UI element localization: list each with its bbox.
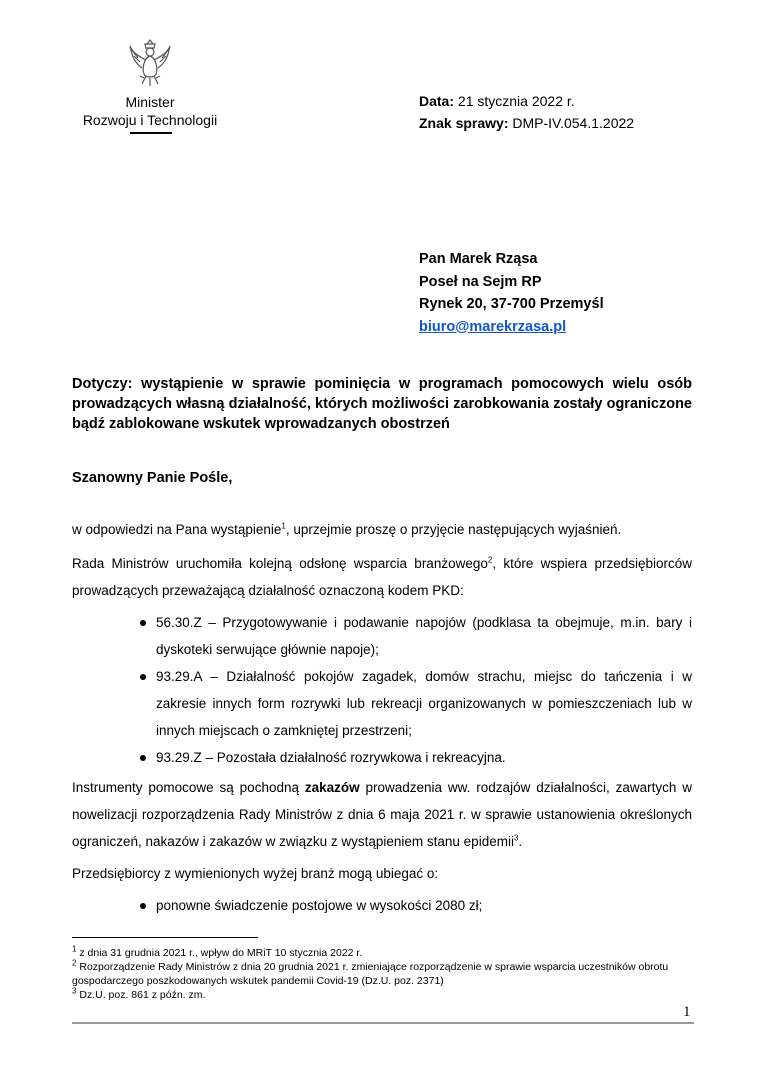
bullet-icon	[140, 755, 146, 761]
footer-divider	[72, 1022, 694, 1024]
list-item	[136, 892, 692, 919]
list-item	[136, 609, 692, 663]
paragraph-1-text-b: , uprzejmie proszę o przyjęcie następujących wyjaśnień.	[285, 522, 622, 537]
paragraph-3-emphasis: zakazów	[304, 780, 360, 795]
footnote	[72, 960, 692, 988]
bullet-icon	[140, 620, 146, 626]
footnote-text: Rozporządzenie Rady Ministrów z dnia 20 grudnia 2021 r. zmieniające rozporządzenie w sprawie wsparcia uczestników obrotu gospodarczego poszkodowanych wskutek pandemii Covid-19 (Dz.U. poz. 2371)	[72, 961, 669, 987]
date-label: Data:	[419, 93, 455, 109]
paragraph-3-text-a: Instrumenty pomocowe są pochodną	[72, 780, 305, 795]
subject-line: Dotyczy: wystąpienie w sprawie pominięcia w programach pomocowych wielu osób prowadzących własną działalność, których możliwości zarobkowania zostały ograniczone bądź zablokowane wskutek wprowadzanych obostrzeń	[72, 376, 692, 432]
footnote-ref-3: 3	[513, 833, 519, 843]
paragraph-4: Przedsiębiorcy z wymienionych wyżej branż mogą ubiegać o:	[72, 866, 439, 881]
paragraph-1	[72, 516, 692, 543]
addressee-address: Rynek 20, 37-700 Przemyśl	[419, 296, 604, 312]
list-item-text: ponowne świadczenie postojowe w wysokości 2080 zł;	[156, 898, 483, 913]
ministry-line1: Minister	[125, 94, 175, 110]
date-line	[419, 90, 634, 112]
addressee-name: Pan Marek Rząsa	[419, 251, 538, 267]
letter-meta	[419, 90, 634, 134]
aid-list	[136, 892, 692, 919]
reference-value: DMP-IV.054.1.2022	[508, 115, 635, 131]
page-number: 1	[683, 1004, 691, 1020]
addressee-title: Poseł na Sejm RP	[419, 273, 542, 290]
polish-eagle-icon	[128, 38, 172, 88]
footnote-number: 1	[72, 944, 77, 954]
footnote	[72, 946, 692, 960]
paragraph-1-text-a: w odpowiedzi na Pana wystąpienie	[72, 522, 282, 537]
list-item-text: 93.29.A – Działalność pokojów zagadek, domów strachu, miejsc do tańczenia i w zakresie innych form rozrywki lub rekreacji organizowanych w pomieszczeniach lub w innych miejscach o zamkniętej przestrzeni;	[156, 669, 692, 738]
reference-line	[419, 112, 634, 134]
footnote-ref-1: 1	[281, 521, 286, 531]
footnote-number: 2	[72, 958, 77, 968]
salutation: Szanowny Panie Pośle,	[72, 470, 233, 486]
paragraph-2-text-b: , które wspiera przedsiębiorców prowadzących przeważającą działalność oznaczoną kodem PKD:	[72, 556, 692, 598]
footnote-text: z dnia 31 grudnia 2021 r., wpływ do MRiT 10 stycznia 2022 r.	[76, 947, 363, 959]
pkd-list	[136, 609, 692, 771]
ministry-name	[70, 93, 230, 129]
footnote	[72, 988, 692, 1002]
ministry-line2: Rozwoju i Technologii	[82, 112, 218, 128]
list-item-text: 93.29.Z – Pozostała działalność rozrywkowa i rekreacyjna.	[156, 750, 506, 765]
reference-label: Znak sprawy:	[419, 115, 509, 131]
footnote-number: 3	[72, 986, 77, 996]
list-item-text: 56.30.Z – Przygotowywanie i podawanie napojów (podklasa ta obejmuje, m.in. bary i dyskoteki serwujące głównie napoje);	[156, 615, 692, 657]
addressee-block	[419, 248, 604, 338]
bullet-icon	[140, 674, 146, 680]
bullet-icon	[140, 903, 146, 909]
paragraph-3-text-c: .	[518, 834, 523, 849]
footnotes	[72, 946, 692, 1002]
paragraph-2	[72, 550, 692, 604]
list-item	[136, 744, 692, 771]
footnote-text: Dz.U. poz. 861 z późn. zm.	[76, 989, 206, 1001]
addressee-email-link[interactable]: biuro@marekrzasa.pl	[419, 318, 567, 335]
date-value: 21 stycznia 2022 r.	[454, 93, 575, 109]
paragraph-2-text-a: Rada Ministrów uruchomiła kolejną odsłonę wsparcia branżowego	[72, 556, 488, 571]
list-item	[136, 663, 692, 744]
footnote-ref-2: 2	[487, 555, 493, 565]
footnote-separator	[72, 937, 258, 938]
paragraph-3-text-b: prowadzenia ww. rodzajów działalności, zawartych w nowelizacji rozporządzenia Rady Ministrów z dnia 6 maja 2021 r. w sprawie ustanowienia określonych ograniczeń, nakazów i zakazów w związku z wystąpieniem stanu epidemii	[72, 780, 692, 849]
paragraph-3	[72, 774, 692, 855]
letterhead-divider	[130, 132, 172, 134]
